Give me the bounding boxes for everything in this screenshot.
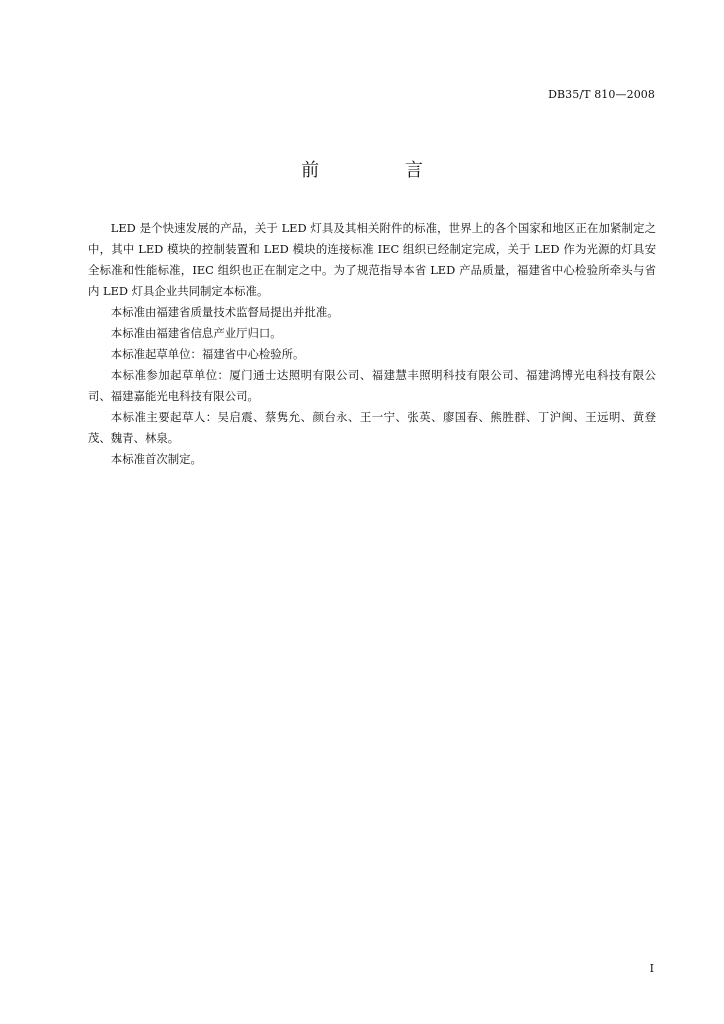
foreword-body — [88, 218, 656, 470]
document-code: DB35/T 810—2008 — [548, 88, 655, 101]
foreword-paragraph-participating-units: 本标准参加起草单位：厦门通士达照明有限公司、福建慧丰照明科技有限公司、福建鸿博光电科技有限公司、福建嘉能光电科技有限公司。 — [88, 368, 656, 403]
page-title: 前 言 — [301, 160, 463, 181]
foreword-paragraph-administrator: 本标准由福建省信息产业厅归口。 — [110, 326, 282, 340]
foreword-paragraph-intro: LED 是个快速发展的产品，关于 LED 灯具及其相关附件的标准，世界上的各个国家和地区正在加紧制定之中，其中 LED 模块的控制装置和 LED 模块的连接标准 IEC 组织已经制定完成，关于 LED 作为光源的灯具安全标准和性能标准，IEC 组织也正在制定之中。为了规范指导本省 LED 产品质量，福建省中心检验所牵头与省内 LED 灯具企业共同制定本标准。 — [88, 221, 656, 298]
page-number: I — [649, 962, 654, 975]
foreword-paragraph-drafting-unit: 本标准起草单位：福建省中心检验所。 — [110, 347, 305, 361]
foreword-paragraph-first-edition: 本标准首次制定。 — [110, 452, 202, 466]
foreword-paragraph-drafters: 本标准主要起草人：吴启震、蔡隽允、颜台永、王一宁、张英、廖国春、熊胜群、丁沪闽、王远明、黄登茂、魏青、林泉。 — [88, 410, 656, 445]
foreword-paragraph-proposer: 本标准由福建省质量技术监督局提出并批准。 — [110, 305, 339, 319]
